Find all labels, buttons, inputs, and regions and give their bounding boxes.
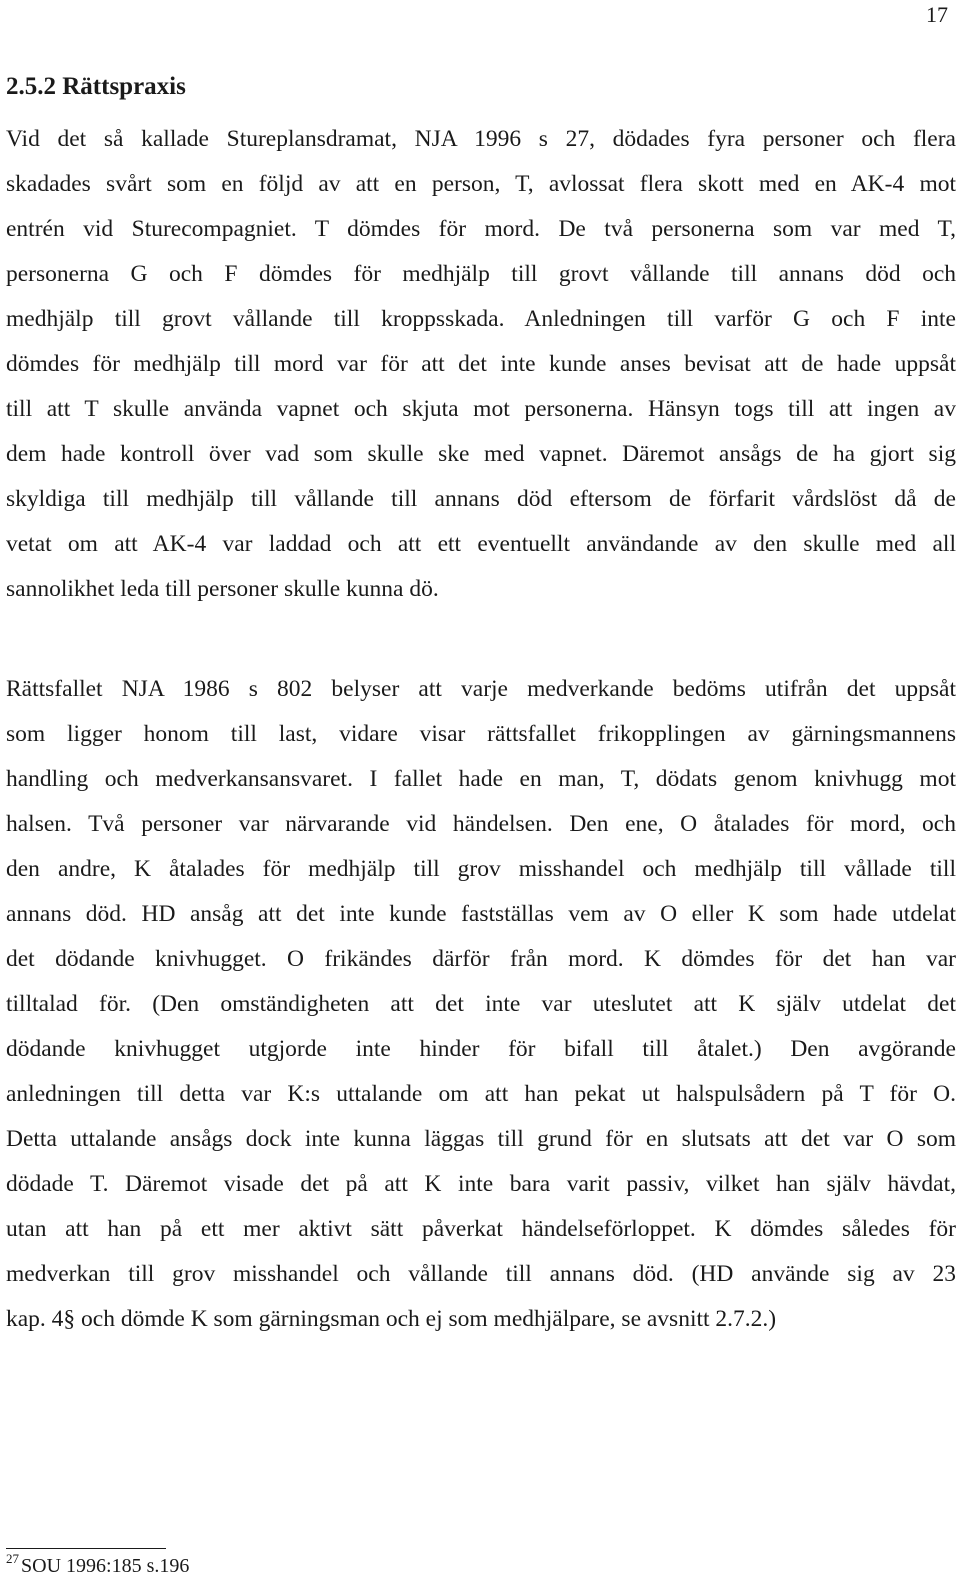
- text-line: dömdes för medhjälp till mord var för att det inte kunde anses bevisat att de hade uppsåt: [6, 351, 956, 377]
- text-line: handling och medverkansansvaret. I fallet hade en man, T, dödats genom knivhugg mot: [6, 766, 956, 792]
- text-line: sannolikhet leda till personer skulle kunna dö.: [6, 576, 439, 602]
- text-line: skyldiga till medhjälp till vållande till annans död eftersom de förfarit vårdslöst då de: [6, 486, 956, 512]
- text-line: till att T skulle använda vapnet och skjuta mot personerna. Hänsyn togs till att ingen av: [6, 396, 956, 422]
- text-line: kap. 4§ och dömde K som gärningsman och ej som medhjälpare, se avsnitt 2.7.2.): [6, 1306, 777, 1332]
- text-line: medverkan till grov misshandel och vållande till annans död. (HD använde sig av 23: [6, 1261, 956, 1287]
- text-line: personerna G och F dömdes för medhjälp till grovt vållande till annans död och: [6, 261, 956, 287]
- text-line: vetat om att AK-4 var laddad och att ett eventuellt användande av den skulle med all: [6, 531, 956, 557]
- section-heading: 2.5.2 Rättspraxis: [6, 73, 186, 100]
- paragraph-nja-1986: [6, 667, 956, 1342]
- text-line: entrén vid Sturecompagniet. T dömdes för mord. De två personerna som var med T,: [6, 216, 956, 242]
- text-line: Detta uttalande ansågs dock inte kunna läggas till grund för en slutsats att det var O som: [6, 1126, 956, 1152]
- text-line: annans död. HD ansåg att det inte kunde fastställas vem av O eller K som hade utdelat: [6, 901, 956, 927]
- text-line: halsen. Två personer var närvarande vid händelsen. Den ene, O åtalades för mord, och: [6, 811, 956, 837]
- footnote-marker: 27: [6, 1551, 19, 1566]
- text-line: tilltalad för. (Den omständigheten att det inte var uteslutet att K själv utdelat det: [6, 991, 956, 1017]
- footnote: [6, 1551, 189, 1578]
- text-line: som ligger honom till last, vidare visar rättsfallet frikopplingen av gärningsmannens: [6, 721, 956, 747]
- text-line: dödade T. Däremot visade det på att K inte bara varit passiv, vilket han själv hävdat,: [6, 1171, 956, 1197]
- footnote-text: SOU 1996:185 s.196: [21, 1555, 190, 1577]
- footnote-divider: [6, 1548, 166, 1549]
- page-number: 17: [926, 2, 948, 27]
- text-line: anledningen till detta var K:s uttalande om att han pekat ut halspulsådern på T för O.: [6, 1081, 956, 1107]
- text-line: dem hade kontroll över vad som skulle ske med vapnet. Däremot ansågs de ha gjort sig: [6, 441, 956, 467]
- paragraph-stureplansdramat: [6, 117, 956, 612]
- text-line: dödande knivhugget utgjorde inte hinder för bifall till åtalet.) Den avgörande: [6, 1036, 956, 1062]
- text-line: skadades svårt som en följd av att en person, T, avlossat flera skott med en AK-4 mot: [6, 171, 956, 197]
- text-line: medhjälp till grovt vållande till kroppsskada. Anledningen till varför G och F inte: [6, 306, 956, 332]
- text-line: utan att han på ett mer aktivt sätt påverkat händelseförloppet. K dömdes således för: [6, 1216, 956, 1242]
- text-line: Vid det så kallade Stureplansdramat, NJA 1996 s 27, dödades fyra personer och flera: [6, 126, 956, 152]
- text-line: Rättsfallet NJA 1986 s 802 belyser att varje medverkande bedöms utifrån det uppsåt: [6, 676, 956, 702]
- text-line: den andre, K åtalades för medhjälp till grov misshandel och medhjälp till vållade till: [6, 856, 956, 882]
- text-line: det dödande knivhugget. O frikändes därför från mord. K dömdes för det han var: [6, 946, 956, 972]
